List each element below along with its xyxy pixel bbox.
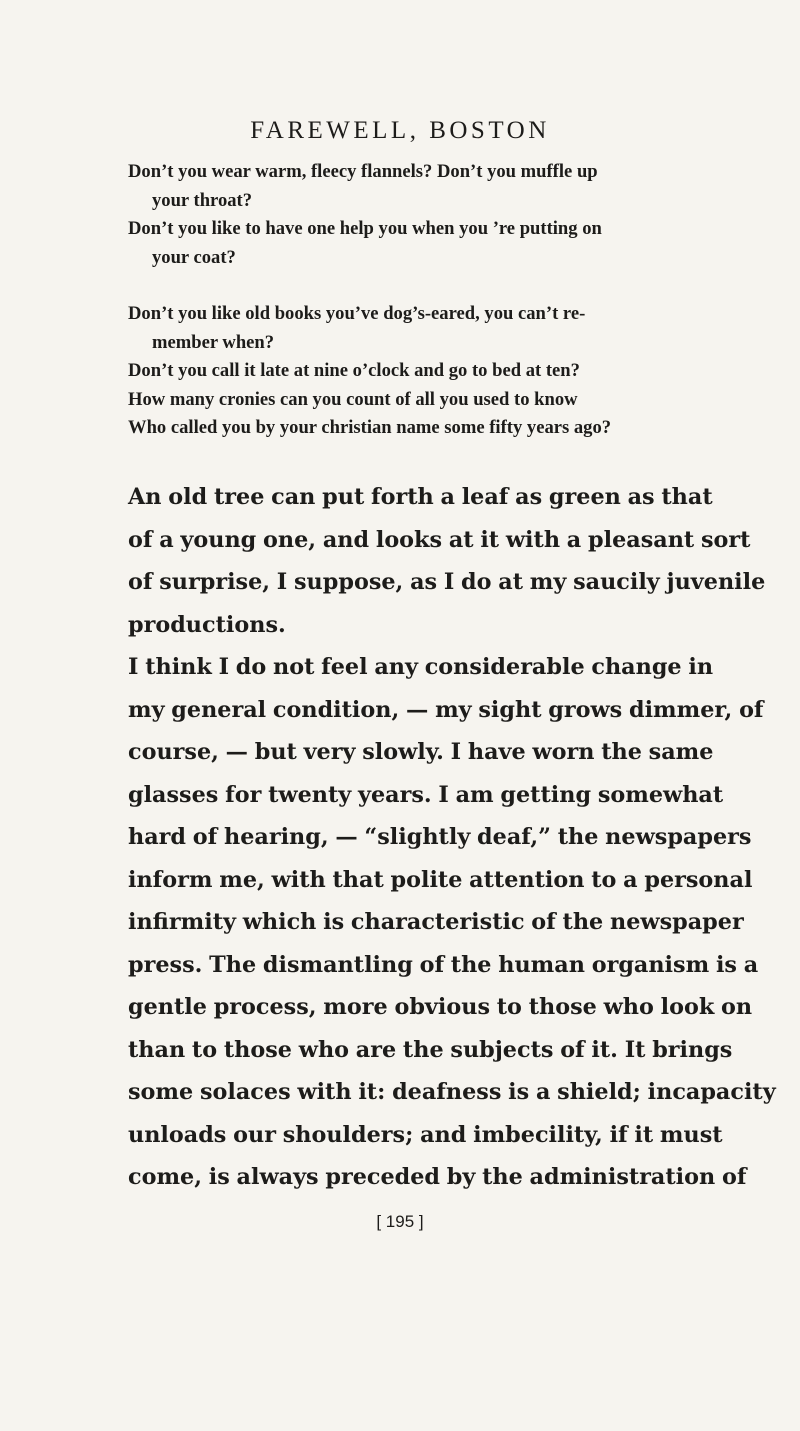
prose-line: come, is always preceded by the administration of <box>128 1164 747 1190</box>
prose-line: productions. <box>128 611 286 638</box>
prose-line: I think I do not feel any considerable change in <box>128 654 714 680</box>
prose-line: infirmity which is characteristic of the newspaper <box>128 909 744 935</box>
prose-line: some solaces with it: deafness is a shield; incapacity <box>128 1079 776 1105</box>
prose-line: my general condition, — my sight grows dimmer, of <box>128 696 764 723</box>
verse-line: Who called you by your christian name some fifty years ago? <box>128 417 612 438</box>
prose-line: glasses for twenty years. I am getting somewhat <box>128 781 724 808</box>
prose-line: of a young one, and looks at it with a pleasant sort <box>128 526 751 553</box>
verse-line: your coat? <box>152 246 236 268</box>
verse-line: Don’t you like to have one help you when you ’re putting on <box>128 218 602 239</box>
prose-paragraph-2 <box>128 646 776 1199</box>
prose-line: press. The dismantling of the human organism is a <box>128 951 759 978</box>
prose-paragraph-1 <box>128 476 766 646</box>
prose-line: inform me, with that polite attention to a personal <box>128 866 753 893</box>
page-number: [ 195 ] <box>376 1212 424 1231</box>
prose-line: unloads our shoulders; and imbecility, if it must <box>128 1121 723 1148</box>
verse-stanza-2 <box>128 300 688 443</box>
verse-stanza-1 <box>128 158 688 272</box>
verse-line: How many cronies can you count of all you used to know <box>128 388 578 410</box>
verse-line: Don’t you like old books you’ve dog’s-eared, you can’t re- <box>128 303 586 324</box>
prose-line: than to those who are the subjects of it. It brings <box>128 1036 733 1063</box>
prose-line: An old tree can put forth a leaf as green as that <box>128 484 713 510</box>
prose-line: of surprise, I suppose, as I do at my saucily juvenile <box>128 569 766 595</box>
prose-line: course, — but very slowly. I have worn the same <box>128 739 714 765</box>
verse-line: Don’t you wear warm, fleecy flannels? Don’t you muffle up <box>128 161 598 182</box>
prose-line: gentle process, more obvious to those who look on <box>128 994 753 1020</box>
running-head: FAREWELL, BOSTON <box>250 117 550 144</box>
verse-line: your throat? <box>152 189 253 211</box>
prose-line: hard of hearing, — “slightly deaf,” the newspapers <box>128 824 752 850</box>
verse-line: Don’t you call it late at nine o’clock and go to bed at ten? <box>128 360 580 381</box>
verse-line: member when? <box>152 331 275 353</box>
